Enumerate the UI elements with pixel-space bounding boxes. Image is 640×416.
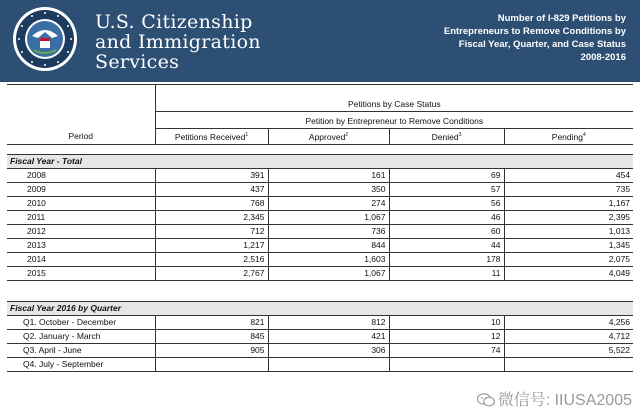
row-approved-cell: 274	[268, 196, 389, 210]
report-title-line-3: Fiscal Year, Quarter, and Case Status	[458, 39, 626, 50]
row-approved-cell: 812	[268, 316, 389, 330]
row-pending-cell: 2,075	[504, 252, 633, 266]
row-period-cell: Q1. October - December	[7, 316, 155, 330]
row-period-cell: 2011	[7, 210, 155, 224]
table-row	[7, 196, 633, 210]
agency-line-1: U.S. Citizenship	[95, 11, 253, 33]
row-denied-cell: 11	[389, 266, 504, 280]
row-received-cell: 821	[155, 316, 268, 330]
report-title-line-2: Entrepreneurs to Remove Conditions by	[443, 26, 626, 37]
row-denied-cell: 12	[389, 330, 504, 344]
row-approved-cell: 350	[268, 182, 389, 196]
agency-name	[95, 12, 261, 72]
column-header-approved: Approved$^2$	[268, 129, 389, 145]
table-row	[7, 224, 633, 238]
table-row	[7, 252, 633, 266]
row-pending-cell: 2,395	[504, 210, 633, 224]
row-received-cell: 2,767	[155, 266, 268, 280]
row-period-cell: 2014	[7, 252, 155, 266]
row-approved-cell: 161	[268, 168, 389, 182]
row-denied-cell: 74	[389, 344, 504, 358]
quarter-table	[7, 301, 633, 372]
row-denied-cell: 46	[389, 210, 504, 224]
row-approved-cell: 1,067	[268, 210, 389, 224]
row-received-cell: 2,516	[155, 252, 268, 266]
report-header	[0, 0, 640, 82]
row-received-cell: 2,345	[155, 210, 268, 224]
row-denied-cell: 178	[389, 252, 504, 266]
row-period-cell: 2013	[7, 238, 155, 252]
section-fiscal-year-total: Fiscal Year - Total	[7, 154, 633, 168]
row-denied-cell: 57	[389, 182, 504, 196]
row-denied-cell: 44	[389, 238, 504, 252]
column-header-denied: Denied$^3$	[389, 129, 504, 145]
row-period-cell: 2010	[7, 196, 155, 210]
agency-line-2: and Immigration	[95, 31, 261, 53]
row-approved-cell: 736	[268, 224, 389, 238]
row-denied-cell: 60	[389, 224, 504, 238]
column-header-pending: Pending$^4$	[504, 129, 633, 145]
agency-line-3: Services	[95, 51, 180, 73]
row-pending-cell: 1,013	[504, 224, 633, 238]
row-period-cell: Q2. January - March	[7, 330, 155, 344]
petitions-table	[7, 84, 633, 281]
row-pending-cell: 4,256	[504, 316, 633, 330]
watermark	[477, 387, 632, 410]
row-received-cell	[155, 358, 268, 372]
row-period-cell: 2015	[7, 266, 155, 280]
row-pending-cell: 735	[504, 182, 633, 196]
row-pending-cell: 454	[504, 168, 633, 182]
row-received-cell: 905	[155, 344, 268, 358]
row-denied-cell: 10	[389, 316, 504, 330]
row-denied-cell	[389, 358, 504, 372]
column-header-received: Petitions Received$^1$	[155, 129, 268, 145]
column-header-period: Period	[7, 129, 155, 145]
row-period-cell: Q4. July - September	[7, 358, 155, 372]
row-period-cell: 2008	[7, 168, 155, 182]
table-row	[7, 238, 633, 252]
row-period-cell: 2009	[7, 182, 155, 196]
table-row	[7, 344, 633, 358]
row-pending-cell: 5,522	[504, 344, 633, 358]
table-row	[7, 358, 633, 372]
table-row	[7, 316, 633, 330]
section-fiscal-year-2016-quarter: Fiscal Year 2016 by Quarter	[7, 302, 633, 316]
row-denied-cell: 69	[389, 168, 504, 182]
row-period-cell: Q3. April - June	[7, 344, 155, 358]
row-approved-cell: 844	[268, 238, 389, 252]
group-header-entrepreneur: Petition by Entrepreneur to Remove Conditions	[155, 112, 633, 129]
table-row	[7, 266, 633, 280]
table-row	[7, 182, 633, 196]
row-approved-cell	[268, 358, 389, 372]
dhs-seal-icon	[12, 6, 78, 72]
group-header-case-status: Petitions by Case Status	[155, 85, 633, 112]
row-received-cell: 1,217	[155, 238, 268, 252]
row-received-cell: 845	[155, 330, 268, 344]
row-pending-cell: 1,167	[504, 196, 633, 210]
row-approved-cell: 1,067	[268, 266, 389, 280]
row-approved-cell: 306	[268, 344, 389, 358]
row-received-cell: 391	[155, 168, 268, 182]
wechat-icon	[477, 393, 495, 407]
row-denied-cell: 56	[389, 196, 504, 210]
row-received-cell: 712	[155, 224, 268, 238]
row-received-cell: 768	[155, 196, 268, 210]
watermark-text: 微信号: IIUSA2005	[497, 392, 632, 409]
row-pending-cell: 1,345	[504, 238, 633, 252]
row-period-cell: 2012	[7, 224, 155, 238]
row-pending-cell: 4,049	[504, 266, 633, 280]
row-approved-cell: 421	[268, 330, 389, 344]
row-received-cell: 437	[155, 182, 268, 196]
report-title	[386, 12, 626, 64]
row-approved-cell: 1,603	[268, 252, 389, 266]
report-title-line-1: Number of I-829 Petitions by	[497, 13, 626, 24]
table-row	[7, 330, 633, 344]
row-pending-cell: 4,712	[504, 330, 633, 344]
table-row	[7, 210, 633, 224]
report-title-line-4: 2008-2016	[580, 52, 626, 63]
row-pending-cell	[504, 358, 633, 372]
table-row	[7, 168, 633, 182]
